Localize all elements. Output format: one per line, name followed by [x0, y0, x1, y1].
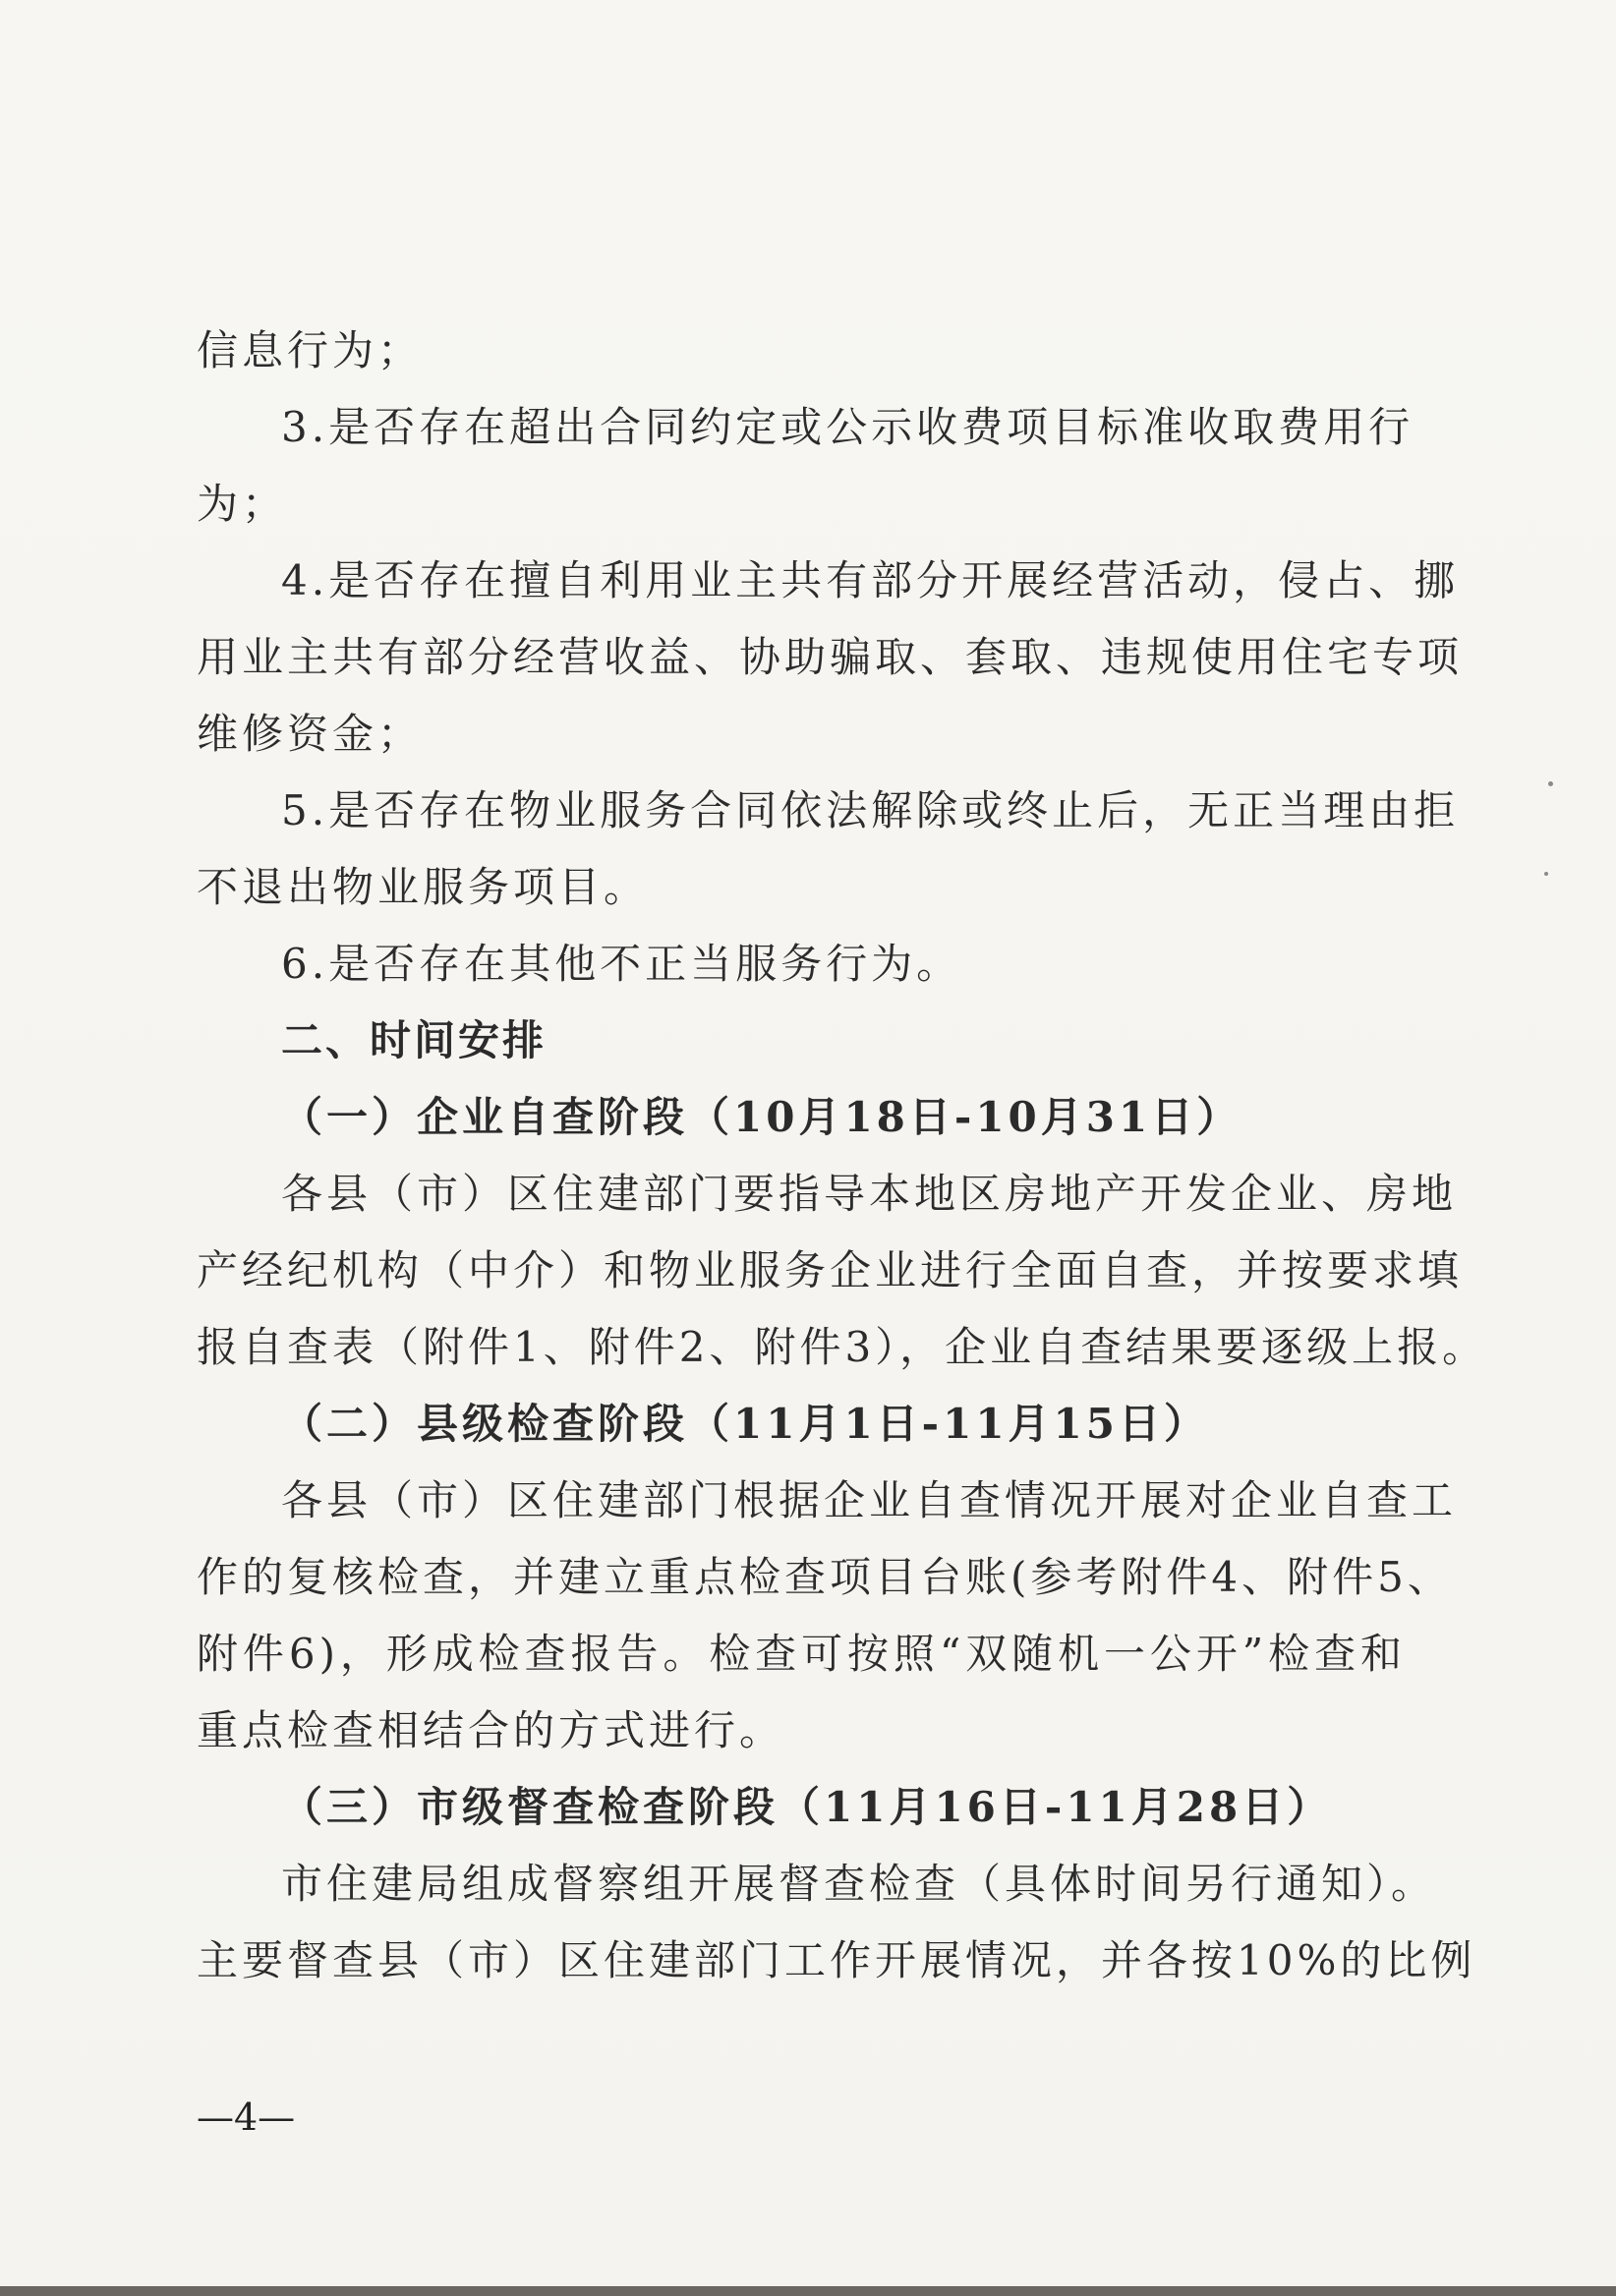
- text-line: 6.是否存在其他不正当服务行为。: [281, 940, 962, 988]
- scan-speck: [1548, 781, 1553, 786]
- text-line: 各县（市）区住建部门根据企业自查情况开展对企业自查工: [281, 1476, 1458, 1524]
- text-line: 3.是否存在超出合同约定或公示收费项目标准收取费用行: [281, 403, 1414, 451]
- text-line: 市住建局组成督察组开展督查检查（具体时间另行通知）。: [281, 1860, 1437, 1908]
- section-heading: 二、时间安排: [281, 1016, 548, 1064]
- text-line: 5.是否存在物业服务合同依法解除或终止后，无正当理由拒: [281, 786, 1460, 834]
- scan-bottom-edge: [0, 2286, 1616, 2296]
- subsection-heading: （一）企业自查阶段（10月18日-10月31日）: [281, 1093, 1242, 1141]
- document-body: [197, 313, 1488, 1999]
- text-line: 信息行为；: [197, 326, 424, 374]
- text-line: 维修资金；: [197, 710, 424, 758]
- text-line: 主要督查县（市）区住建部门工作开展情况，并各按10%的比例: [197, 1936, 1476, 1984]
- text-line: 重点检查相结合的方式进行。: [197, 1706, 785, 1754]
- text-line: 报自查表（附件1、附件2、附件3），企业自查结果要逐级上报。: [197, 1323, 1488, 1371]
- scan-speck: [1544, 872, 1548, 876]
- text-line: 附件6)，形成检查报告。检查可按照“双随机一公开”检查和: [197, 1630, 1406, 1678]
- page-number: —4—: [197, 2095, 296, 2139]
- text-line: 产经纪机构（中介）和物业服务企业进行全面自查，并按要求填: [197, 1246, 1464, 1294]
- text-line: 用业主共有部分经营收益、协助骗取、套取、违规使用住宅专项: [197, 633, 1464, 681]
- text-line: 作的复核检查，并建立重点检查项目台账(参考附件4、附件5、: [197, 1553, 1453, 1601]
- text-line: 为；: [197, 480, 288, 528]
- text-line: 4.是否存在擅自利用业主共有部分开展经营活动，侵占、挪: [281, 556, 1460, 604]
- subsection-heading: （二）县级检查阶段（11月1日-11月15日）: [281, 1400, 1209, 1448]
- subsection-heading: （三）市级督查检查阶段（11月16日-11月28日）: [281, 1783, 1333, 1831]
- text-line: 各县（市）区住建部门要指导本地区房地产开发企业、房地: [281, 1170, 1458, 1218]
- text-line: 不退出物业服务项目。: [197, 863, 650, 911]
